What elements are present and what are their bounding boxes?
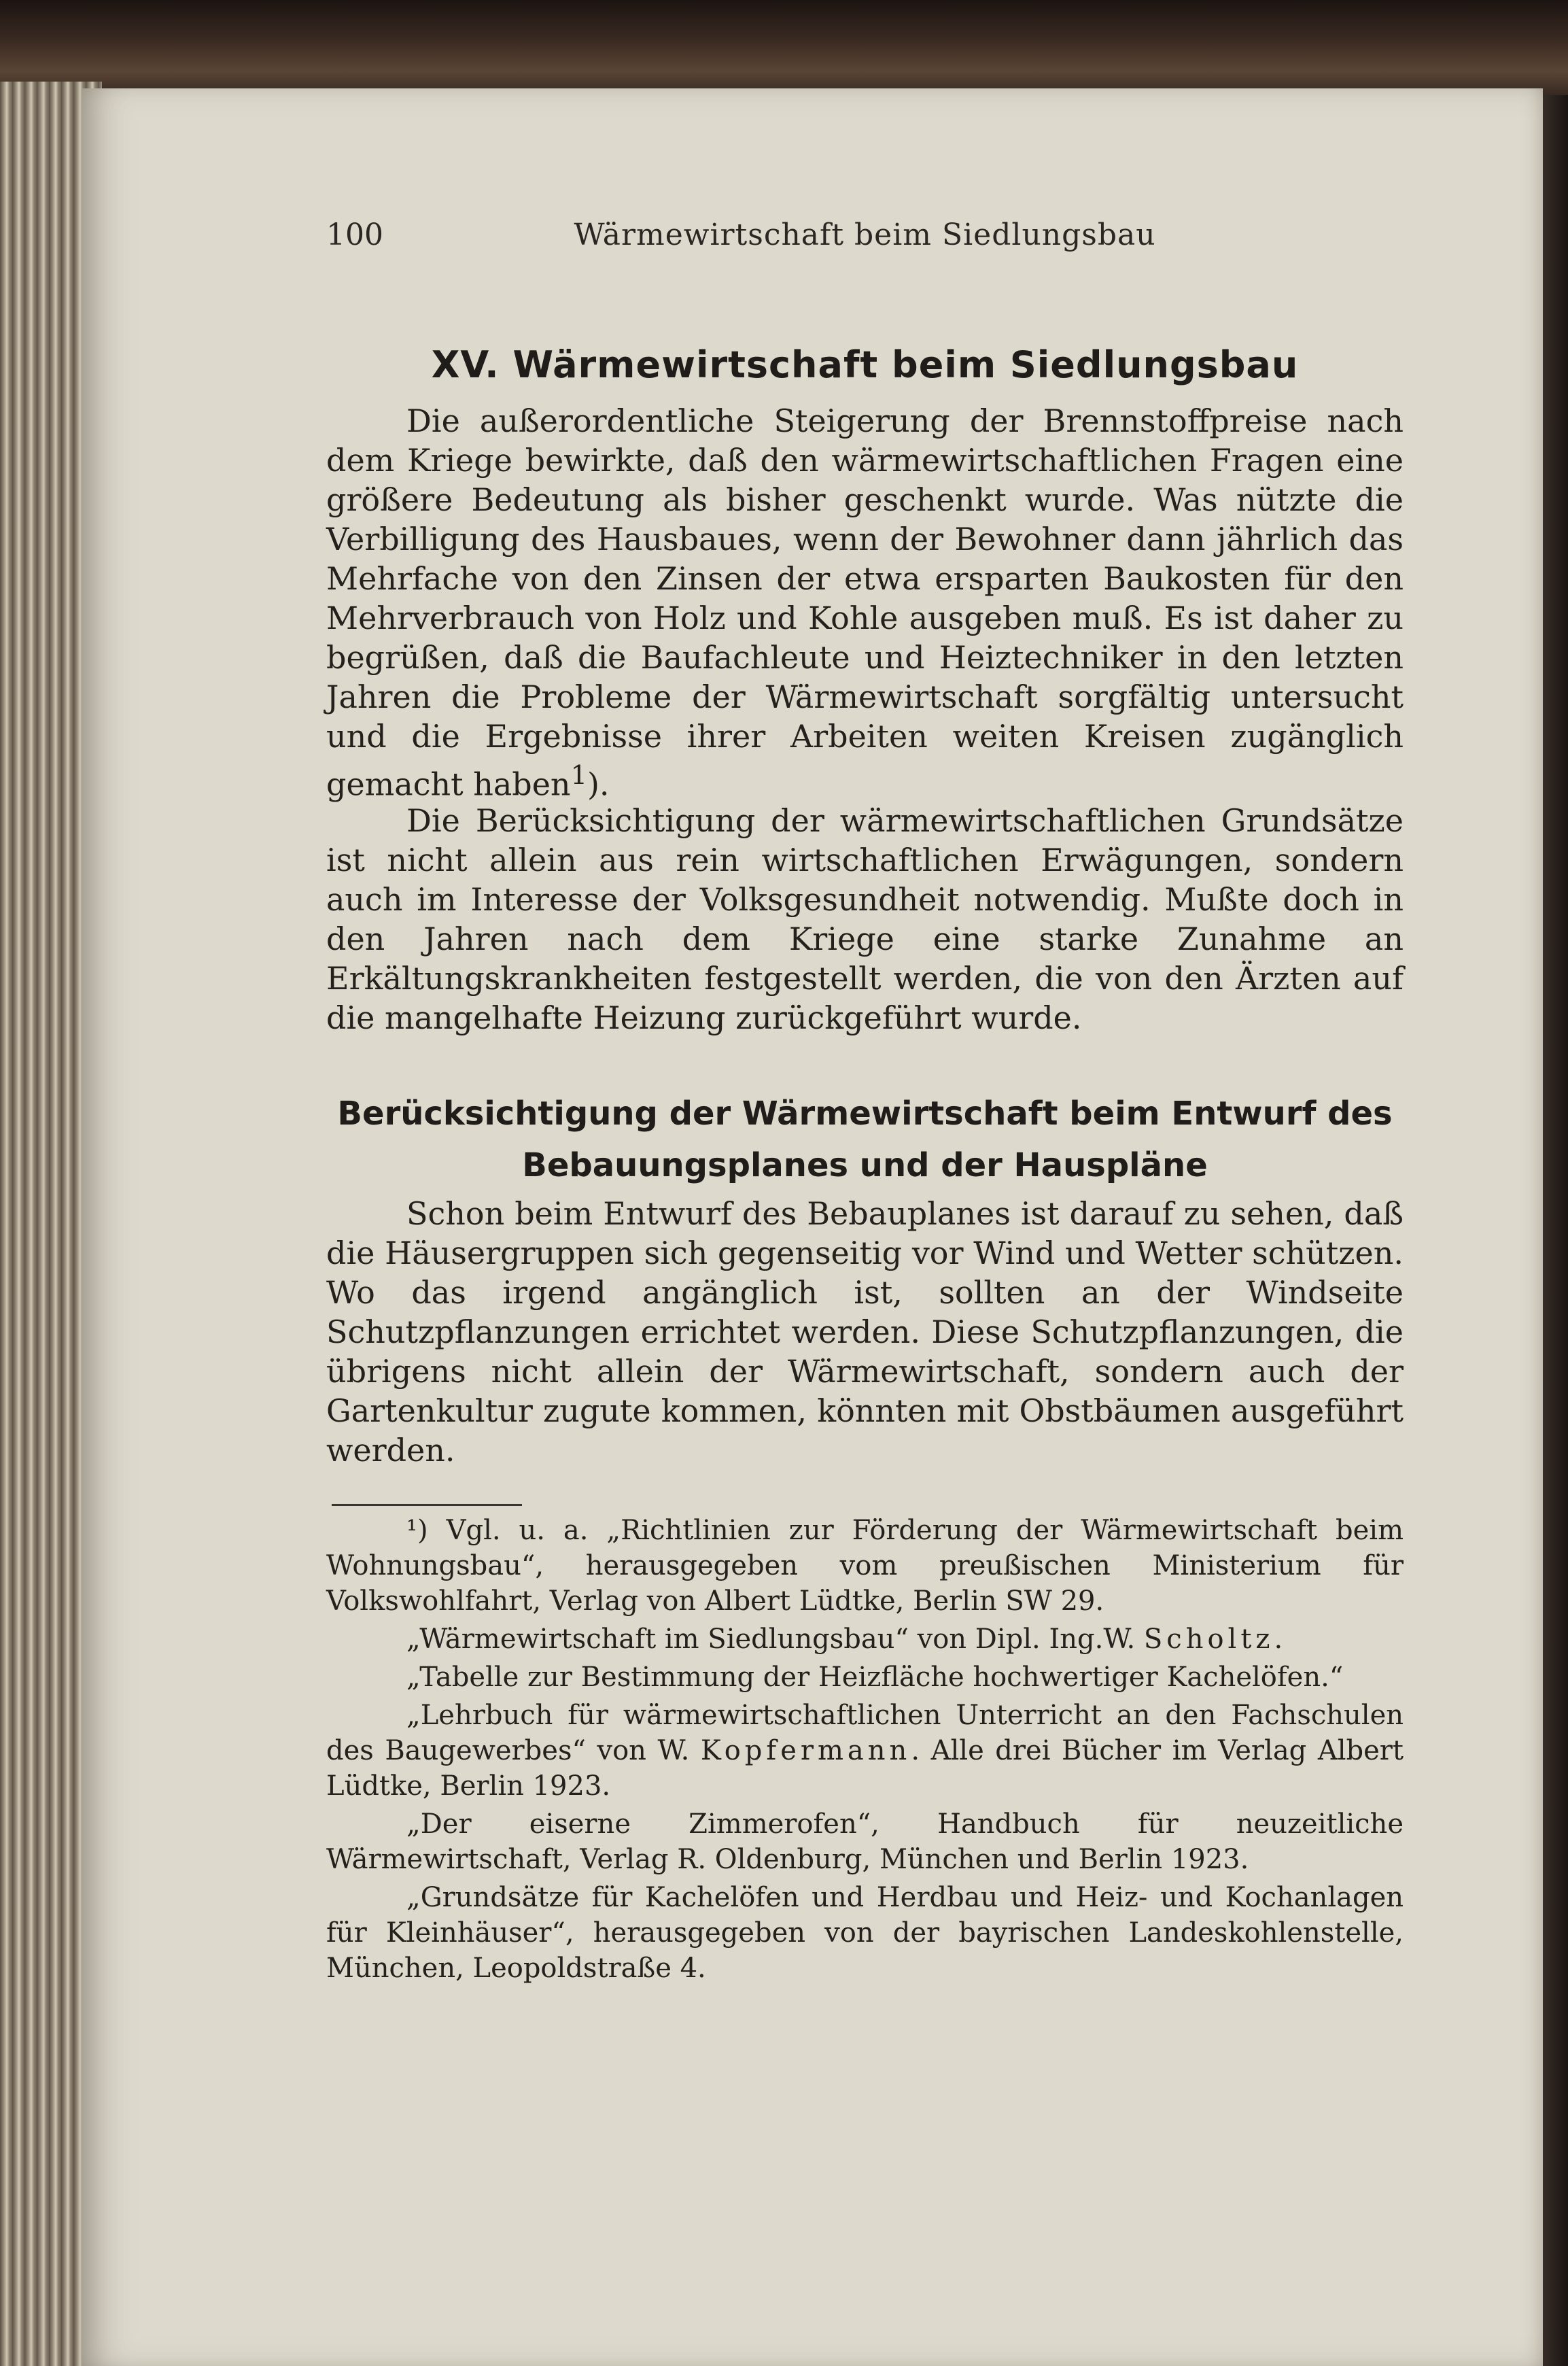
footnote-2	[326, 1622, 1404, 1657]
running-title: Wärmewirtschaft beim Siedlungsbau	[574, 218, 1156, 252]
footnote-marker: 1	[570, 760, 587, 791]
footnote-1: ¹) Vgl. u. a. „Richtlinien zur Förderung der Wärmewirtschaft beim Wohnungsbau“, herausgegeben vom preußischen Ministerium für Volkswohlfahrt, Verlag von Albert Lüdtke, Berlin SW 29.	[326, 1515, 1404, 1617]
footnote-2-text: „Wärmewirtschaft im Siedlungsbau“ von Dipl. Ing.W.	[406, 1624, 1144, 1655]
paragraph-2	[326, 801, 1404, 1038]
footnotes	[326, 1513, 1404, 1989]
chapter-title: XV. Wärmewirtschaft beim Siedlungsbau	[431, 343, 1299, 386]
section-title	[326, 1088, 1404, 1191]
footnote-2-author: Scholtz	[1143, 1624, 1274, 1655]
running-header	[326, 218, 1404, 265]
footnote-4	[326, 1698, 1404, 1804]
paragraph-2-text: Die Berücksichtigung der wärmewirtschaftlichen Grundsätze ist nicht allein aus rein wirtschaftlichen Erwägungen, sondern auch im Interesse der Volksgesundheit notwendig. Mußte doch in den Jahren nach dem Kriege eine starke Zunahme an Erkältungskrankheiten festgestellt werden, die von den Ärzten auf die mangelhafte Heizung zurückgeführt wurde.	[326, 802, 1404, 1036]
footnote-6: „Grundsätze für Kachelöfen und Herdbau und Heiz- und Kochanlagen für Kleinhäuser“, herausgegeben von der bayrischen Landeskohlenstelle, München, Leopoldstraße 4.	[326, 1882, 1404, 1984]
paragraph-3-text: Schon beim Entwurf des Bebauplanes ist darauf zu sehen, daß die Häusergruppen sich gegenseitig vor Wind und Wetter schützen. Wo das irgend angänglich ist, sollten an der Windseite Schutzpflanzungen errichtet werden. Diese Schutzpflanzungen, die übrigens nicht allein der Wärmewirtschaft, sondern auch der Gartenkultur zugute kommen, könnten mit Obstbäumen ausgeführt werden.	[326, 1195, 1404, 1469]
paragraph-1-text: Die außerordentliche Steigerung der Brennstoffpreise nach dem Kriege bewirkte, daß den wärmewirtschaftlichen Fragen eine größere Bedeutung als bisher geschenkt wurde. Was nützte die Verbilligung des Hausbaues, wenn der Bewohner dann jährlich das Mehrfache von den Zinsen der etwa ersparten Baukosten für den Mehrverbrauch von Holz und Kohle ausgeben muß. Es ist daher zu begrüßen, daß die Baufachleute und Heiztechniker in den letzten Jahren die Probleme der Wärmewirtschaft sorgfältig untersucht und die Ergebnisse ihrer Arbeiten weiten Kreisen zugänglich gemacht haben	[326, 402, 1404, 803]
footnote-4-author: Kopfermann	[700, 1735, 911, 1766]
paragraph-1-end: ).	[587, 766, 610, 803]
section-title-line-1: Berücksichtigung der Wärmewirtschaft beim Entwurf des	[337, 1095, 1393, 1133]
page-number: 100	[326, 218, 383, 252]
footnote-4-text: „Lehrbuch für wärmewirtschaftlichen Unterricht an den Fachschulen des Baugewerbes“ von W.	[326, 1700, 1404, 1766]
paragraph-3	[326, 1194, 1404, 1470]
footnote-rule	[332, 1504, 522, 1506]
book-cover-edge	[1539, 95, 1568, 2366]
footnote-3: „Tabelle zur Bestimmung der Heizfläche hochwertiger Kachelöfen.“	[406, 1662, 1344, 1693]
book-spine-top	[0, 0, 1568, 102]
paragraph-1	[326, 401, 1404, 804]
footnote-5: „Der eiserne Zimmerofen“, Handbuch für neuzeitliche Wärmewirtschaft, Verlag R. Oldenburg, München und Berlin 1923.	[326, 1808, 1404, 1875]
footnote-4-end: . Alle drei Bücher im Verlag Albert Lüdtke, Berlin 1923.	[326, 1735, 1404, 1802]
footnote-2-end: .	[1274, 1624, 1283, 1655]
section-title-line-2: Bebauungsplanes und der Hauspläne	[522, 1146, 1208, 1184]
